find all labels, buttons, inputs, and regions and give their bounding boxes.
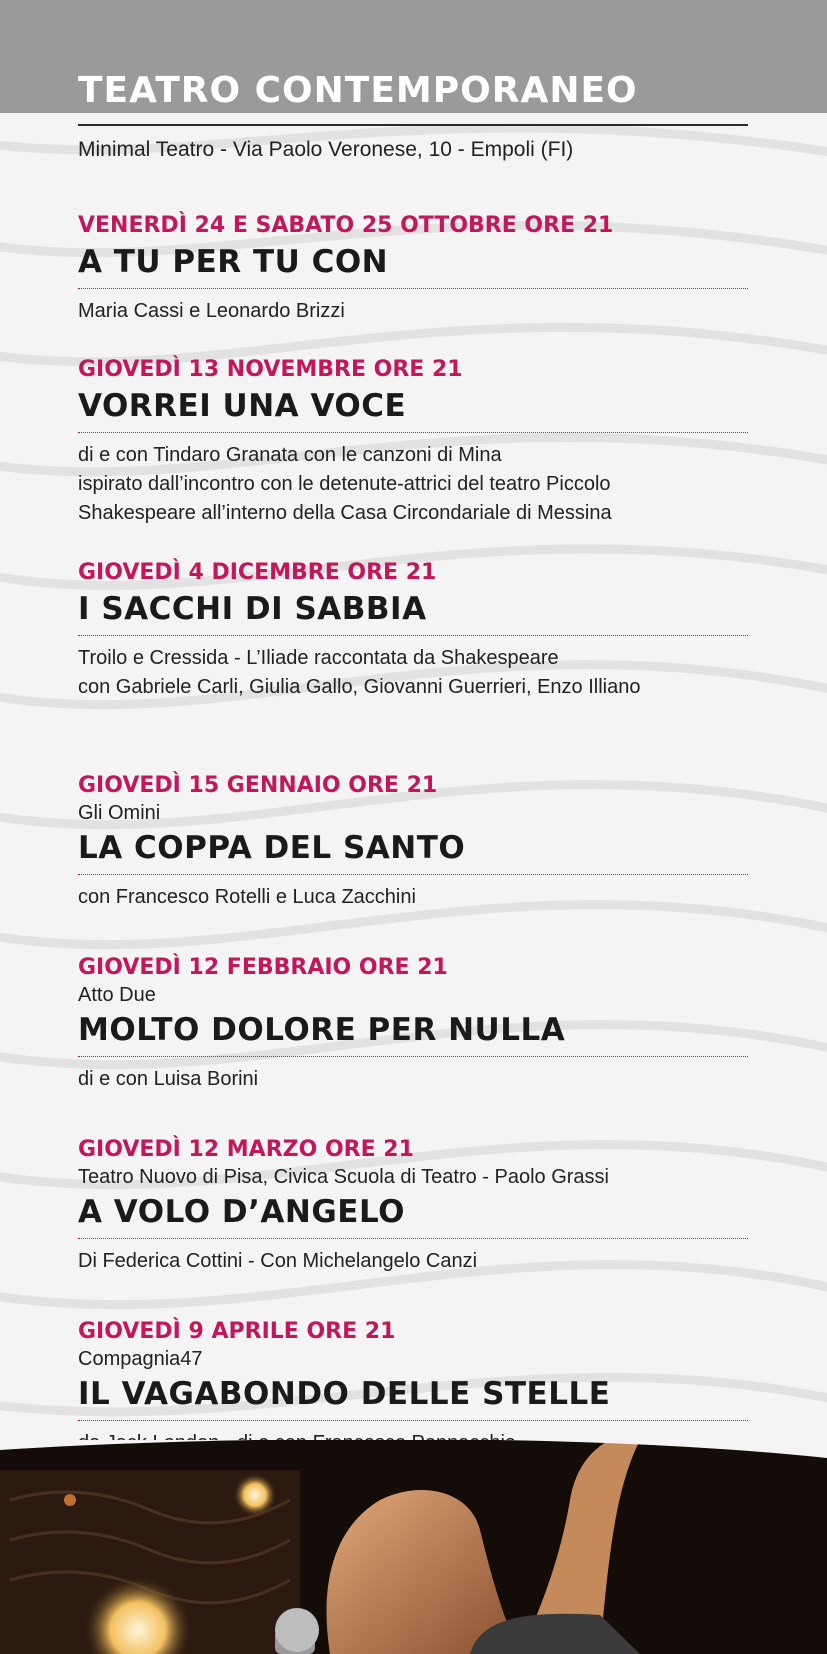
event-entry	[78, 356, 748, 528]
event-entry	[78, 559, 748, 702]
event-title: IL VAGABONDO DELLE STELLE	[78, 1376, 611, 1412]
event-entry	[78, 954, 748, 1094]
event-description-line: con Gabriele Carli, Giulia Gallo, Giovanni Guerrieri, Enzo Illiano	[78, 676, 641, 698]
event-company: Gli Omini	[78, 802, 161, 824]
event-date: GIOVEDÌ 13 NOVEMBRE ORE 21	[78, 357, 463, 382]
event-title: MOLTO DOLORE PER NULLA	[78, 1012, 566, 1048]
event-description-line: Maria Cassi e Leonardo Brizzi	[78, 300, 345, 322]
dotted-divider	[78, 432, 748, 433]
dotted-divider	[78, 635, 748, 636]
event-title: A VOLO D’ANGELO	[78, 1194, 405, 1230]
event-date: GIOVEDÌ 9 APRILE ORE 21	[78, 1319, 396, 1344]
dotted-divider	[78, 1238, 748, 1239]
event-description-line: di e con Luisa Borini	[78, 1068, 259, 1090]
dotted-divider	[78, 288, 748, 289]
dotted-divider	[78, 874, 748, 875]
event-description-line: Troilo e Cressida - L’Iliade raccontata da Shakespeare	[78, 647, 559, 669]
venue-address: Minimal Teatro - Via Paolo Veronese, 10 - Empoli (FI)	[78, 138, 574, 161]
event-description-line: di e con Tindaro Granata con le canzoni di Mina	[78, 444, 502, 466]
section-title: TEATRO CONTEMPORANEO	[78, 70, 638, 111]
event-company: Teatro Nuovo di Pisa, Civica Scuola di Teatro - Paolo Grassi	[78, 1166, 609, 1188]
event-date: GIOVEDÌ 12 MARZO ORE 21	[78, 1137, 414, 1162]
event-date: GIOVEDÌ 15 GENNAIO ORE 21	[78, 773, 438, 798]
event-entry	[78, 212, 748, 326]
event-description-line: con Francesco Rotelli e Luca Zacchini	[78, 886, 416, 908]
event-description-line: Shakespeare all’interno della Casa Circondariale di Messina	[78, 502, 612, 524]
event-title: I SACCHI DI SABBIA	[78, 591, 427, 627]
dotted-divider	[78, 1420, 748, 1421]
event-date: VENERDÌ 24 E SABATO 25 OTTOBRE ORE 21	[78, 213, 614, 238]
event-title: A TU PER TU CON	[78, 244, 389, 280]
performer-photo	[0, 1440, 827, 1654]
title-rule	[78, 124, 748, 126]
dotted-divider	[78, 1056, 748, 1057]
event-entry	[78, 772, 748, 912]
event-company: Atto Due	[78, 984, 156, 1006]
event-title: LA COPPA DEL SANTO	[78, 830, 466, 866]
event-entry	[78, 1136, 748, 1276]
event-description-line: Di Federica Cottini - Con Michelangelo Canzi	[78, 1250, 478, 1272]
event-title: VORREI UNA VOCE	[78, 388, 407, 424]
event-date: GIOVEDÌ 4 DICEMBRE ORE 21	[78, 560, 437, 585]
event-date: GIOVEDÌ 12 FEBBRAIO ORE 21	[78, 955, 448, 980]
event-description-line: ispirato dall’incontro con le detenute-attrici del teatro Piccolo	[78, 473, 611, 495]
event-company: Compagnia47	[78, 1348, 203, 1370]
